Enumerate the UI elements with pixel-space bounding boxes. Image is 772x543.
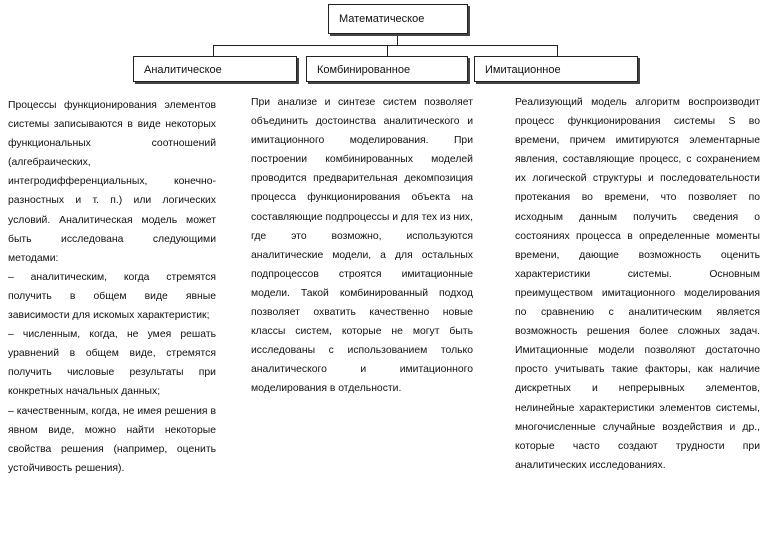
root-node-label: Математическое [339, 13, 425, 25]
connector-root-down [397, 35, 398, 45]
branch-node-analytic [133, 56, 297, 82]
imitation-description [515, 93, 760, 475]
root-node-mathematical [328, 4, 468, 34]
connector-combined [387, 45, 388, 56]
imitation-text: Реализующий модель алгоритм воспроизводит процесс функционирования системы S во времени, причем имитируются элементарные явления, составляющие процесс, с сохранением их логической структуры и последовательности протекания во времени, что позволяет по исходным данным получить сведения о состояниях процесса в определенные моменты времени, дающие возможность оценить характеристики системы. Основным преимуществом имитационного моделирования по сравнению с аналитическим является возможность решения более сложных задач. Имитационные модели позволяют достаточно просто учитывать такие факторы, как наличие дискретных и непрерывных элементов, нелинейные характеристики элементов системы, многочисленные случайные воздействия и др., которые часто создают трудности при аналитических исследованиях. [515, 97, 760, 471]
branch-node-label: Аналитическое [144, 64, 222, 76]
analytic-method-item: – численным, когда, не умея решать уравнений в общем виде, стремятся получить числовые результаты при конкретных начальных данных; [8, 329, 216, 398]
analytic-method-item: – качественным, когда, не имея решения в явном виде, можно найти некоторые свойства решения (например, оценить устойчивость решения). [8, 405, 216, 474]
branch-node-combined [306, 56, 468, 82]
branch-node-imitation [474, 56, 638, 82]
analytic-description [8, 96, 216, 478]
connector-analytic [213, 45, 214, 56]
analytic-method-item: – аналитическим, когда стремятся получить в общем виде явные зависимости для искомых характеристик; [8, 271, 216, 322]
combined-description [251, 93, 473, 399]
connector-imitation [557, 45, 558, 56]
branch-node-label: Имитационное [485, 64, 561, 76]
combined-text: При анализе и синтезе систем позволяет объединить достоинства аналитического и имитационного моделирования. При построении комбинированных моделей проводится предварительная декомпозиция процесса функционирования объекта на составляющие подпроцессы и для тех из них, где это возможно, используются аналитические модели, а для остальных подпроцессов строятся имитационные модели. Такой комбинированный подход позволяет охватить качественно новые классы систем, которые не могут быть исследованы с использованием только аналитического и имитационного моделирования в отдельности. [251, 97, 473, 395]
branch-node-label: Комбинированное [317, 64, 411, 76]
connector-horizontal [213, 45, 558, 46]
analytic-intro: Процессы функционирования элементов системы записываются в виде некоторых функциональных соотношений (алгебраических, интегродифференциальных, конечно-разностных и т. п.) или логических условий. Аналитическая модель может быть исследована следующими методами: [8, 100, 216, 264]
